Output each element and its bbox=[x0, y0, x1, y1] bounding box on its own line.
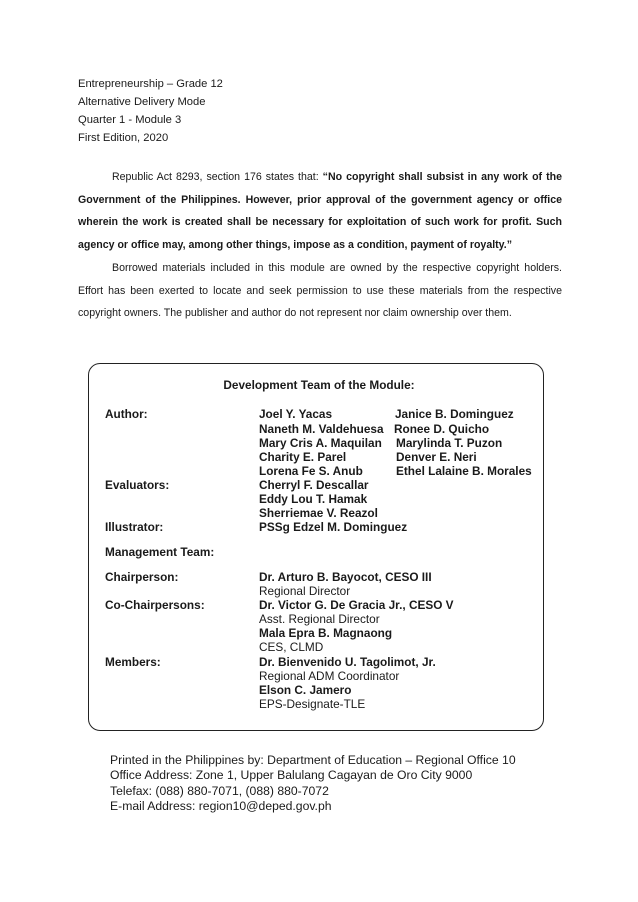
author-name: Charity E. Parel bbox=[259, 450, 347, 464]
author-name: Janice B. Dominguez bbox=[395, 407, 514, 421]
cochair-name: Mala Epra B. Magnaong bbox=[259, 626, 393, 640]
member-title: EPS-Designate-TLE bbox=[259, 697, 366, 711]
chairperson-title: Regional Director bbox=[259, 584, 351, 598]
borrowed-paragraph bbox=[78, 257, 562, 325]
team-title: Development Team of the Module: bbox=[223, 378, 415, 392]
cochair-title: CES, CLMD bbox=[259, 640, 324, 654]
email-address: E-mail Address: region10@deped.gov.ph bbox=[110, 799, 332, 814]
edition-line: First Edition, 2020 bbox=[78, 132, 169, 144]
author-name: Joel Y. Yacas bbox=[259, 407, 333, 421]
author-name: Lorena Fe S. Anub bbox=[259, 464, 363, 478]
printed-by: Printed in the Philippines by: Department of Education – Regional Office 10 bbox=[110, 753, 516, 767]
evaluator-name: Eddy Lou T. Hamak bbox=[259, 492, 368, 506]
author-name: Mary Cris A. Maquilan bbox=[259, 436, 382, 450]
borrowed-text: Borrowed materials included in this module are owned by the respective copyright holders. Effort has been exerted to locate and seek permission to use these materials from the respective copyright owners. The publisher and author do not represent nor claim ownership over them. bbox=[78, 262, 562, 319]
subject-line: Entrepreneurship – Grade 12 bbox=[78, 78, 223, 90]
author-name: Ethel Lalaine B. Morales bbox=[396, 464, 532, 478]
member-title: Regional ADM Coordinator bbox=[259, 669, 400, 683]
cochair-name: Dr. Victor G. De Gracia Jr., CESO V bbox=[259, 598, 454, 612]
module-line: Quarter 1 - Module 3 bbox=[78, 114, 182, 126]
evaluator-name: Sherriemae V. Reazol bbox=[259, 506, 378, 520]
evaluator-name: Cherryl F. Descallar bbox=[259, 478, 369, 492]
copyright-quote: “No copyright shall subsist in any work of the Government of the Philippines. However, prior approval of the government agency or office wherein the work is created shall be necessary for exploitation of such work for profit. Such agency or office may, among other things, impose as a condition, payment of royalty.” bbox=[78, 171, 562, 251]
copyright-intro: Republic Act 8293, section 176 states that: bbox=[112, 171, 323, 183]
members-label: Members: bbox=[105, 655, 161, 669]
mode-line: Alternative Delivery Mode bbox=[78, 96, 206, 108]
chairperson-name: Dr. Arturo B. Bayocot, CESO III bbox=[259, 570, 432, 584]
copyright-paragraph bbox=[78, 166, 562, 256]
author-label: Author: bbox=[105, 407, 148, 421]
member-name: Elson C. Jamero bbox=[259, 683, 352, 697]
management-team-label: Management Team: bbox=[105, 545, 215, 559]
office-address: Office Address: Zone 1, Upper Balulang Cagayan de Oro City 9000 bbox=[110, 768, 473, 783]
publisher-info bbox=[110, 753, 516, 815]
illustrator-label: Illustrator: bbox=[105, 520, 164, 534]
member-name: Dr. Bienvenido U. Tagolimot, Jr. bbox=[259, 655, 436, 669]
chairperson-label: Chairperson: bbox=[105, 570, 179, 584]
cochairpersons-label: Co-Chairpersons: bbox=[105, 598, 205, 612]
evaluators-label: Evaluators: bbox=[105, 478, 170, 492]
author-name: Denver E. Neri bbox=[396, 450, 477, 464]
illustrator-name: PSSg Edzel M. Dominguez bbox=[259, 520, 408, 534]
cochair-title: Asst. Regional Director bbox=[259, 612, 380, 626]
author-name: Naneth M. Valdehuesa bbox=[259, 422, 384, 436]
author-name: Marylinda T. Puzon bbox=[396, 436, 503, 450]
author-name: Ronee D. Quicho bbox=[394, 422, 490, 436]
telefax: Telefax: (088) 880-7071, (088) 880-7072 bbox=[110, 783, 329, 798]
